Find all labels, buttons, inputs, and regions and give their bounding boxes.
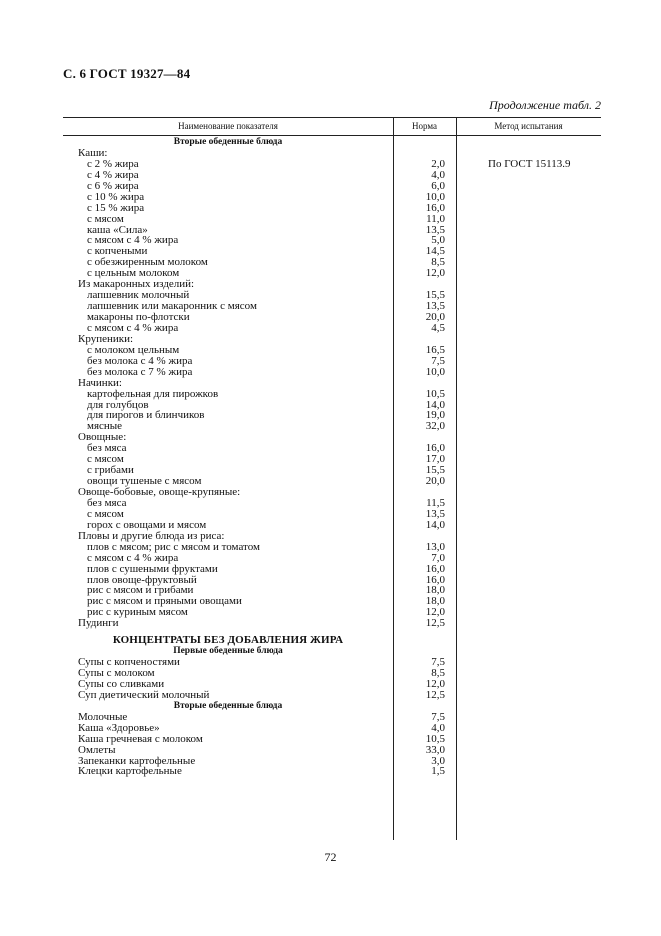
section-heading-row	[63, 701, 601, 712]
table-continuation-label: Продолжение табл. 2	[489, 98, 601, 112]
norm-value: 18,0	[425, 595, 445, 608]
indicator-name: Запеканки картофельные	[78, 754, 196, 767]
table-row	[63, 723, 601, 734]
norm-value: 13,5	[425, 300, 445, 313]
norm-value: 14,5	[425, 245, 445, 258]
norm-value: 16,0	[425, 562, 445, 575]
indicator-name: горох с овощами и мясом	[87, 518, 207, 531]
norm-value: 8,5	[431, 256, 445, 269]
table-row	[63, 454, 601, 465]
norm-value: 12,0	[425, 267, 445, 280]
indicator-name: Овощные:	[78, 431, 127, 444]
table-row	[63, 367, 601, 378]
norm-value: 20,0	[425, 475, 445, 488]
indicator-name: Супы со сливками	[78, 677, 165, 690]
norm-value: 10,5	[425, 732, 445, 745]
norm-value: 3,0	[431, 754, 445, 767]
table-row	[63, 690, 601, 701]
norm-value: 16,0	[425, 442, 445, 455]
indicator-name: с мясом	[87, 507, 124, 520]
norm-value: 7,0	[431, 551, 445, 564]
indicator-name: Пловы и другие блюда из риса:	[78, 529, 225, 542]
indicator-name: для голубцов	[87, 398, 149, 411]
indicator-name: с мясом с 4 % жира	[87, 551, 179, 564]
norm-value: 12,5	[425, 688, 445, 701]
table-row	[63, 432, 601, 443]
norm-value: 7,5	[431, 354, 445, 367]
section-heading-row	[63, 635, 601, 646]
indicator-name: Каша гречневая с молоком	[78, 732, 203, 745]
table-row	[63, 378, 601, 389]
norm-value: 1,5	[431, 765, 445, 778]
table-row	[63, 498, 601, 509]
table-row	[63, 323, 601, 334]
norm-value: 15,5	[425, 464, 445, 477]
indicator-name: лапшевник или макаронник с мясом	[87, 300, 257, 313]
test-method: По ГОСТ 15113.9	[488, 157, 571, 170]
table-row	[63, 564, 601, 575]
indicator-name: Молочные	[78, 710, 128, 723]
indicator-name: с мясом с 4 % жира	[87, 234, 179, 247]
indicator-name: Крупеники:	[78, 332, 134, 345]
norms-table	[63, 117, 601, 840]
indicator-name: Супы с копченостями	[78, 656, 180, 669]
norm-value: 12,0	[425, 606, 445, 619]
table-row	[63, 542, 601, 553]
norm-value: 4,5	[431, 321, 445, 334]
indicator-name: с обезжиренным молоком	[87, 256, 208, 269]
table-row	[63, 192, 601, 203]
indicator-name: Омлеты	[78, 743, 116, 756]
page-number: 72	[324, 850, 337, 864]
table-row	[63, 421, 601, 432]
indicator-name: с 10 % жира	[87, 190, 145, 203]
indicator-name: с 6 % жира	[87, 179, 139, 192]
norm-value: 4,0	[431, 168, 445, 181]
table-row	[63, 487, 601, 498]
indicator-name: для пирогов и блинчиков	[87, 409, 205, 422]
norm-value: 5,0	[431, 234, 445, 247]
norm-value: 2,0	[431, 157, 445, 170]
table-header-rule	[63, 135, 601, 136]
indicator-name: мясные	[87, 420, 123, 433]
indicator-name: Каши:	[78, 146, 108, 159]
norm-value: 14,0	[425, 518, 445, 531]
indicator-name: с мясом	[87, 453, 124, 466]
norm-value: 17,0	[425, 453, 445, 466]
table-row	[63, 734, 601, 745]
norm-value: 11,5	[426, 496, 445, 509]
norm-value: 32,0	[425, 420, 445, 433]
indicator-name: без мяса	[87, 442, 127, 455]
indicator-name: с мясом с 4 % жира	[87, 321, 179, 334]
document-header: С. 6 ГОСТ 19327—84	[63, 66, 191, 81]
table-row	[63, 607, 601, 618]
indicator-name: Суп диетический молочный	[78, 688, 210, 701]
table-row	[63, 553, 601, 564]
indicator-name: Вторые обеденные блюда	[173, 137, 283, 147]
norm-value: 4,0	[431, 721, 445, 734]
norm-value: 19,0	[425, 409, 445, 422]
indicator-name: картофельная для пирожков	[87, 387, 219, 400]
table-row	[63, 766, 601, 777]
norm-value: 33,0	[425, 743, 445, 756]
indicator-name: Клецки картофельные	[78, 765, 182, 778]
indicator-name: с грибами	[87, 464, 134, 477]
indicator-name: без мяса	[87, 496, 127, 509]
indicator-name: Начинки:	[78, 376, 122, 389]
table-row	[63, 170, 601, 181]
norm-value: 20,0	[425, 311, 445, 323]
norm-value: 13,5	[425, 507, 445, 520]
norm-value: 7,5	[431, 656, 445, 669]
norm-value: 10,0	[425, 365, 445, 378]
norm-value: 13,5	[425, 223, 445, 236]
indicator-name: лапшевник молочный	[87, 289, 190, 302]
indicator-name: рис с куриным мясом	[87, 606, 188, 619]
indicator-name: каша «Сила»	[87, 223, 148, 236]
table-body	[63, 137, 601, 777]
indicator-name: макароны по-флотски	[87, 311, 190, 323]
indicator-name: Овоще-бобовые, овоще-крупяные:	[78, 486, 241, 498]
indicator-name: Из макаронных изделий:	[78, 278, 195, 291]
indicator-name: без молока с 7 % жира	[87, 365, 193, 378]
norm-value: 12,0	[425, 677, 445, 690]
table-row	[63, 410, 601, 421]
indicator-name: Первые обеденные блюда	[173, 646, 283, 657]
norm-value: 7,5	[431, 710, 445, 723]
norm-value: 18,0	[425, 584, 445, 597]
column-header-name: Наименование показателя	[178, 121, 278, 131]
table-row	[63, 159, 601, 170]
table-row	[63, 214, 601, 225]
indicator-name: плов с сушеными фруктами	[87, 562, 218, 575]
table-row	[63, 203, 601, 214]
indicator-name: с мясом	[87, 212, 124, 225]
norm-value: 10,0	[425, 190, 445, 203]
indicator-name: с молоком цельным	[87, 343, 180, 356]
indicator-name: КОНЦЕНТРАТЫ БЕЗ ДОБАВЛЕНИЯ ЖИРА	[112, 634, 344, 647]
indicator-name: с 2 % жира	[87, 157, 139, 170]
indicator-name: рис с мясом и грибами	[87, 584, 194, 597]
norm-value: 10,5	[425, 387, 445, 400]
indicator-name: Вторые обеденные блюда	[173, 700, 283, 711]
norm-value: 14,0	[425, 398, 445, 411]
column-header-method: Метод испытания	[494, 121, 563, 131]
norm-value: 15,5	[425, 289, 445, 302]
norm-value: 16,5	[425, 343, 445, 356]
indicator-name: Супы с молоком	[78, 667, 155, 679]
column-header-norm: Норма	[412, 121, 437, 131]
indicator-name: Пудинги	[78, 617, 119, 630]
indicator-name: рис с мясом и пряными овощами	[87, 595, 242, 608]
indicator-name: Каша «Здоровье»	[78, 721, 160, 734]
table-row	[63, 443, 601, 454]
table-row	[63, 745, 601, 756]
norm-value: 6,0	[431, 179, 445, 192]
indicator-name: с 15 % жира	[87, 201, 145, 214]
indicator-name: с 4 % жира	[87, 168, 139, 181]
indicator-name: с цельным молоком	[87, 267, 180, 280]
indicator-name: без молока с 4 % жира	[87, 354, 193, 367]
indicator-name: овощи тушеные с мясом	[87, 475, 202, 488]
norm-value: 8,5	[431, 667, 445, 679]
norm-value: 12,5	[425, 617, 445, 630]
table-row	[63, 389, 601, 400]
norm-value: 16,0	[425, 201, 445, 214]
norm-value: 13,0	[425, 540, 445, 553]
norm-value: 16,0	[425, 573, 445, 586]
norm-value: 11,0	[426, 212, 445, 225]
table-row	[63, 618, 601, 629]
indicator-name: с копчеными	[87, 245, 148, 258]
indicator-name: плов овоще-фруктовый	[87, 573, 197, 586]
indicator-name: плов с мясом; рис с мясом и томатом	[87, 540, 260, 553]
section-heading-row	[63, 137, 601, 148]
